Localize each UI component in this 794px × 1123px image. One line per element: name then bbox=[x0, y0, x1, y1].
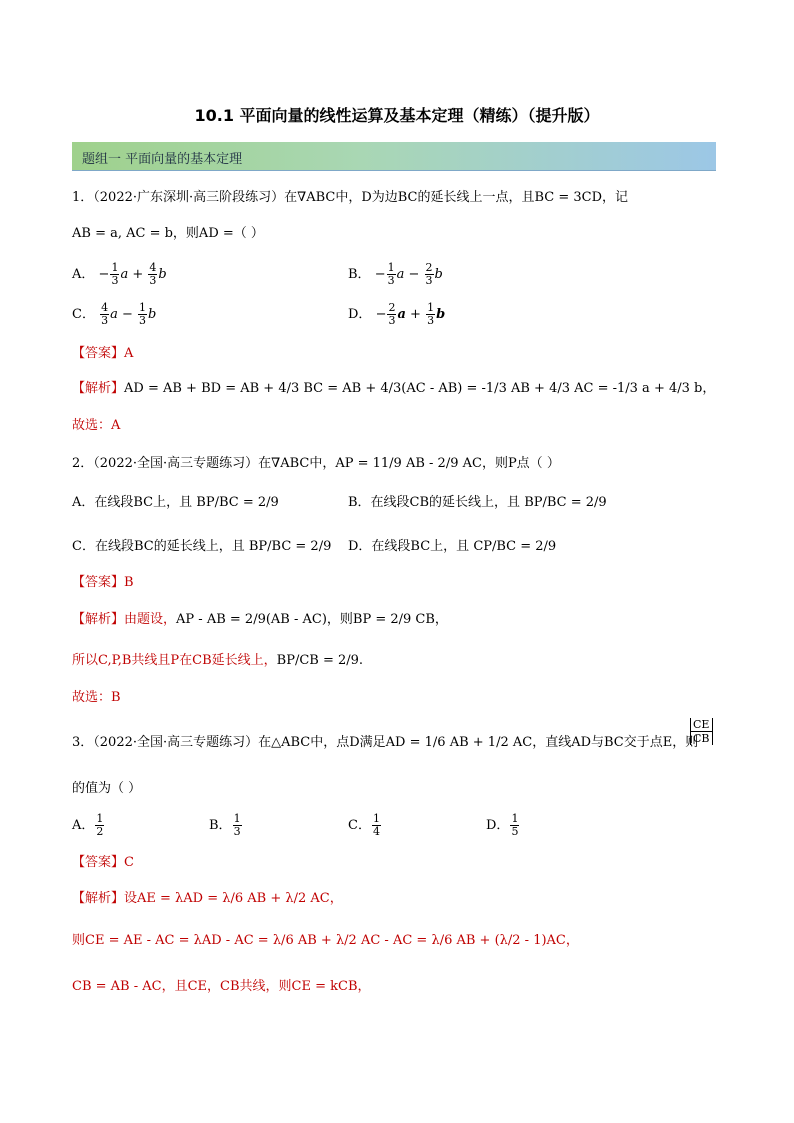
option-label: D． bbox=[348, 307, 372, 322]
q3-analysis-line2: 则CE = AE - AC = λAD - AC = λ/6 AB + λ/2 AC - AC = λ/6 AB + (λ/2 - 1)AC， bbox=[72, 933, 579, 948]
option-text: B．在线段CB的延长线上，且 bbox=[348, 495, 521, 510]
q3-stem-middle: ，直线AD与BC交于点E，则 bbox=[532, 735, 699, 750]
analysis-text: 所以C,P,B共线且P在CB延长线上， bbox=[72, 653, 277, 668]
analysis-tag: 【解析】 bbox=[72, 612, 125, 627]
q3-stem bbox=[72, 731, 698, 750]
page-title: 10.1 平面向量的线性运算及基本定理（精练）（提升版） bbox=[194, 106, 600, 125]
option-text: A．在线段BC上，且 bbox=[72, 495, 193, 510]
q1-stem-text: 1．（2022·广东深圳·高三阶段练习）在∇ABC中，D为边BC的延长线上一点，且BC = 3CD，记 bbox=[72, 190, 629, 205]
answer-value: A bbox=[124, 346, 134, 361]
q3-option-a[interactable]: A． $\frac{1}{2}$ bbox=[72, 812, 104, 838]
q3-option-d[interactable]: D． $\frac{1}{5}$ bbox=[486, 812, 519, 838]
q1-analysis bbox=[72, 377, 715, 396]
q2-analysis-line2 bbox=[72, 649, 363, 668]
q1-answer bbox=[72, 342, 133, 361]
q2-stem-tail: ，则P点（ ） bbox=[481, 456, 560, 471]
analysis-text: AD = AB + BD = AB + 4/3 BC = AB + 4/3(AC - AB) = -1/3 AB + 4/3 AC = -1/3 a + 4/3 b， bbox=[124, 381, 716, 396]
option-math: BP/BC = 2/9 bbox=[248, 539, 332, 554]
q2-stem bbox=[72, 452, 560, 471]
q2-stem-text: 2．（2022·全国·高三专题练习）在∇ABC中， bbox=[72, 456, 336, 471]
option-label: B． bbox=[209, 818, 232, 833]
option-label: B． bbox=[348, 267, 371, 282]
q2-option-c[interactable] bbox=[72, 535, 331, 554]
q2-option-b[interactable] bbox=[348, 491, 607, 510]
q3-option-b[interactable]: B． $\frac{1}{3}$ bbox=[209, 812, 241, 838]
option-label: C． bbox=[72, 307, 95, 322]
q1-option-c[interactable] bbox=[72, 302, 156, 327]
q3-stem-text: 3．（2022·全国·高三专题练习）在△ABC中，点D满足 bbox=[72, 735, 386, 750]
option-text: C．在线段BC的延长线上，且 bbox=[72, 539, 245, 554]
q1-option-c-math: $\frac{4}{3}$ a − $\frac{1}{3}$ b bbox=[101, 301, 157, 327]
q2-choice: 故选：B bbox=[72, 690, 121, 705]
option-label: A． bbox=[72, 267, 95, 282]
q3-ratio: CE CB bbox=[690, 718, 713, 745]
q1-choice: 故选：A bbox=[72, 418, 121, 433]
q1-stem-line1 bbox=[72, 186, 628, 205]
answer-value: B bbox=[124, 575, 134, 590]
option-label: A． bbox=[72, 818, 95, 833]
q1-stem-line2: AB = a, AC = b，则AD =（ ） bbox=[72, 226, 264, 241]
analysis-tag: 【解析】 bbox=[72, 891, 125, 906]
answer-tag: 【答案】 bbox=[72, 855, 125, 870]
q1-option-b[interactable] bbox=[348, 262, 443, 287]
q3-answer bbox=[72, 851, 134, 870]
option-math: CP/BC = 2/9 bbox=[473, 539, 557, 554]
q1-option-d[interactable] bbox=[348, 302, 445, 327]
q2-stem-math: AP = 11/9 AB - 2/9 AC bbox=[335, 456, 482, 471]
q2-answer bbox=[72, 571, 134, 590]
option-label: C． bbox=[348, 818, 371, 833]
q1-option-a-math: − $\frac{1}{3}$ a + $\frac{4}{3}$ b bbox=[98, 261, 167, 287]
q3-stem-math: AD = 1/6 AB + 1/2 AC bbox=[385, 735, 533, 750]
analysis-math: BP/CB = 2/9. bbox=[276, 653, 364, 668]
q1-option-d-math: − $\frac{2}{3}$ a + $\frac{1}{3}$ b bbox=[375, 301, 446, 327]
answer-tag: 【答案】 bbox=[72, 346, 125, 361]
option-math: BP/BC = 2/9 bbox=[524, 495, 607, 510]
q3-stem-line2: 的值为（ ） bbox=[72, 781, 142, 796]
analysis-math: AP - AB = 2/9(AB - AC)，则BP = 2/9 CB， bbox=[176, 612, 448, 627]
answer-value: C bbox=[124, 855, 134, 870]
banner-label: 题组一 平面向量的基本定理 bbox=[82, 152, 243, 167]
q1-option-b-math: − $\frac{1}{3}$ a − $\frac{2}{3}$ b bbox=[374, 261, 443, 287]
analysis-tag: 【解析】 bbox=[72, 381, 125, 396]
q1-option-a[interactable] bbox=[72, 262, 167, 287]
answer-tag: 【答案】 bbox=[72, 575, 125, 590]
q2-option-d[interactable] bbox=[348, 535, 556, 554]
option-math: BP/BC = 2/9 bbox=[196, 495, 279, 510]
q3-analysis-line3: CB = AB - AC，且CE，CB共线，则CE = kCB， bbox=[72, 979, 371, 994]
q2-analysis bbox=[72, 608, 448, 627]
q3-analysis bbox=[72, 887, 343, 906]
q2-option-a[interactable] bbox=[72, 491, 279, 510]
q3-option-c[interactable]: C． $\frac{1}{4}$ bbox=[348, 812, 380, 838]
section-banner bbox=[72, 142, 716, 171]
option-label: D． bbox=[486, 818, 510, 833]
analysis-text: 设AE = λAD = λ/6 AB + λ/2 AC， bbox=[124, 891, 343, 906]
option-text: D．在线段BC上，且 bbox=[348, 539, 470, 554]
analysis-text: 由题设， bbox=[124, 612, 177, 627]
